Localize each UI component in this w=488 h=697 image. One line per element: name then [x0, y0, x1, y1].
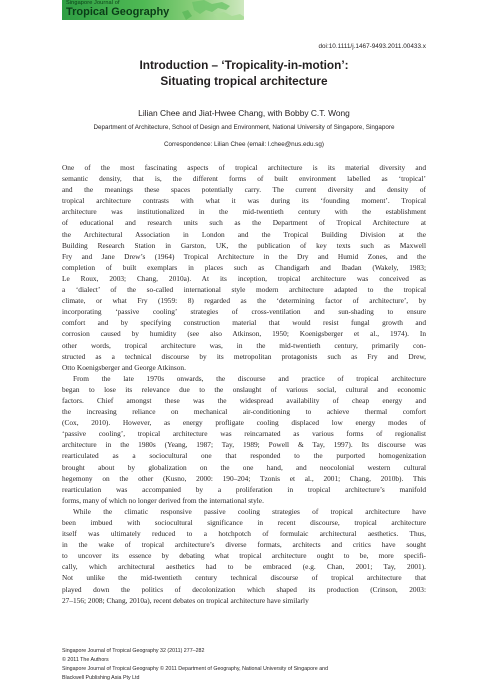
paragraph-line: itself was ultimately reduced to a hotchpotch of formulaic architectural aesthetics. Thus, — [62, 529, 426, 539]
article-body — [62, 162, 426, 606]
journal-name-line2: Tropical Geography — [66, 6, 170, 18]
footer-citation: Singapore Journal of Tropical Geography 32 (2011) 277–282 — [62, 648, 205, 654]
paragraph-line: architecture was institutionalized in the mid-twentieth century with the establishment — [62, 207, 426, 217]
paragraph-line: Otto Koenigsberger and George Atkinson. — [62, 362, 186, 372]
paragraph-line: in the wake of tropical architecture’s diverse formats, architects and critics have sought — [62, 540, 426, 550]
paragraph-line: climate, or what Fry (1959: 8) regarded as the ‘determining factor of architecture’, by — [62, 296, 426, 306]
paragraph-line: rearticulated as a sociocultural one that responded to the purported homogenization — [62, 451, 426, 461]
affiliation: Department of Architecture, School of Design and Environment, National University of Singapore, Singapore — [93, 124, 395, 131]
paragraph-line: brought about by globalization on the one hand, and neocolonial western cultural — [62, 462, 426, 472]
paragraph-line: Fry and Jane Drew’s (1964) Tropical Architecture in the Dry and Humid Zones, and the — [62, 251, 426, 261]
paragraph-line: factors. Chief amongst these was the widespread availability of cheap energy and — [62, 395, 426, 405]
paragraph-line: rearticulation was accompanied by a proliferation in tropical architecture’s manifold — [62, 484, 426, 494]
paragraph-line: forms, many of which no longer derived from the international style. — [62, 495, 264, 505]
paragraph-line: tropical architecture contrasts with what it was during its ‘founding moment’. Tropical — [62, 196, 426, 206]
paragraph-line: structed as a technical discourse by its metropolitan protagonists such as Fry and Drew, — [62, 351, 426, 361]
paragraph-line: incorporating ‘passive cooling’ strategies of cross-ventilation and sun-shading to ensure — [62, 307, 426, 317]
paragraph-line: the increasing reliance on mechanical air-conditioning to achieve thermal comfort — [62, 407, 426, 417]
paragraph-line: to uncover its essence by debating what tropical architecture ought to be, more specifi- — [62, 551, 426, 561]
paragraph-line: Building Research Station in Garston, UK, the publication of key texts such as Maxwell — [62, 240, 426, 250]
paragraph-line: Not unlike the mid-twentieth century technical discourse of tropical architecture that — [62, 573, 426, 583]
paragraph-line: 27–156; 2008; Chang, 2010a), recent debates on tropical architecture have similarly — [62, 595, 309, 605]
paragraph-line: corrosion caused by humidity (see also Atkinson, 1950; Koenigsberger et al., 1974). In — [62, 329, 426, 339]
footer-publisher-line2: Blackwell Publishing Asia Pty Ltd — [62, 675, 140, 681]
paragraph-line: architecture in the 1980s (Yeang, 1987; Tay, 1989; Powell & Tay, 1997). Its discourse was — [62, 440, 426, 450]
paragraph-line: been imbued with sociocultural significance in recent discourse, tropical architecture — [62, 518, 426, 527]
paragraph-line: From the late 1970s onwards, the discourse and practice of tropical architecture — [73, 373, 426, 383]
paragraph-line: other words, tropical architecture was, in the mid-twentieth century, primarily con- — [62, 340, 426, 350]
correspondence: Correspondence: Lilian Chee (email: l.chee@nus.edu.sg) — [163, 141, 325, 148]
paragraph-line: and the meanings these spaces potentially carry. The current diversity and density of — [62, 185, 426, 195]
article-title-line2: Situating tropical architecture — [160, 74, 328, 88]
paragraph-line: hegemony on the other (Kusno, 2000: 190–204; Tzonis et al., 2001; Chang, 2010b). This — [62, 473, 426, 483]
footer-publisher-line1: Singapore Journal of Tropical Geography © 2011 Department of Geography, National University of Singapore and — [62, 666, 329, 672]
authors: Lilian Chee and Jiat-Hwee Chang, with Bobby C.T. Wong — [138, 108, 350, 118]
paragraph-line: (Cox, 2010). However, as energy profligate cooling displaced low energy modes of — [62, 418, 426, 428]
paragraph-line: semantic density, that is, the different forms of built environment labelled as ‘tropical’ — [62, 174, 426, 184]
doi: doi:10.1111/j.1467-9493.2011.00433.x — [318, 43, 426, 50]
article-title-line1: Introduction – ‘Tropicality-in-motion’: — [139, 58, 349, 72]
journal-name-line1: Singapore Journal of — [66, 0, 120, 6]
paragraph-line: comfort and by specifying construction material that would resist fungal growth and — [62, 318, 426, 328]
journal-banner — [62, 0, 244, 20]
paragraph-line: the Architectural Association in London and the Tropical Building Division at the — [62, 229, 426, 239]
paragraph-line: Le Roux, 2003; Chang, 2010a). At its inception, tropical architecture was conceived as — [62, 273, 426, 283]
paragraph-line: a ‘dialect’ of the so-called international style modern architecture adapted to the tropical — [62, 285, 426, 295]
page-footer — [62, 647, 426, 683]
footer-copyright: © 2011 The Authors — [62, 657, 109, 663]
paragraph-line: completion of built exemplars in places such as Chandigarh and Ibadan (Wakely, 1983; — [62, 262, 426, 272]
paragraph-line: cally, which architectural aesthetics had to be embraced (e.g. Chan, 2001; Tay, 2001). — [62, 562, 426, 572]
paragraph-line: ‘passive cooling’, tropical architecture was reincarnated as various forms of regionalist — [62, 429, 426, 439]
paragraph-line: played down the politics of decolonization which shaped its production (Crinson, 2003: — [62, 584, 426, 594]
paragraph-line: While the climatic responsive passive cooling strategies of tropical architecture have — [73, 506, 426, 516]
paragraph-line: of educational and research units such as the Department of Tropical Architecture at — [62, 218, 426, 228]
paragraph-line: began to lose its relevance due to the onslaught of various social, cultural and economic — [62, 384, 426, 394]
paragraph-line: One of the most fascinating aspects of tropical architecture is its material diversity and — [62, 163, 426, 172]
